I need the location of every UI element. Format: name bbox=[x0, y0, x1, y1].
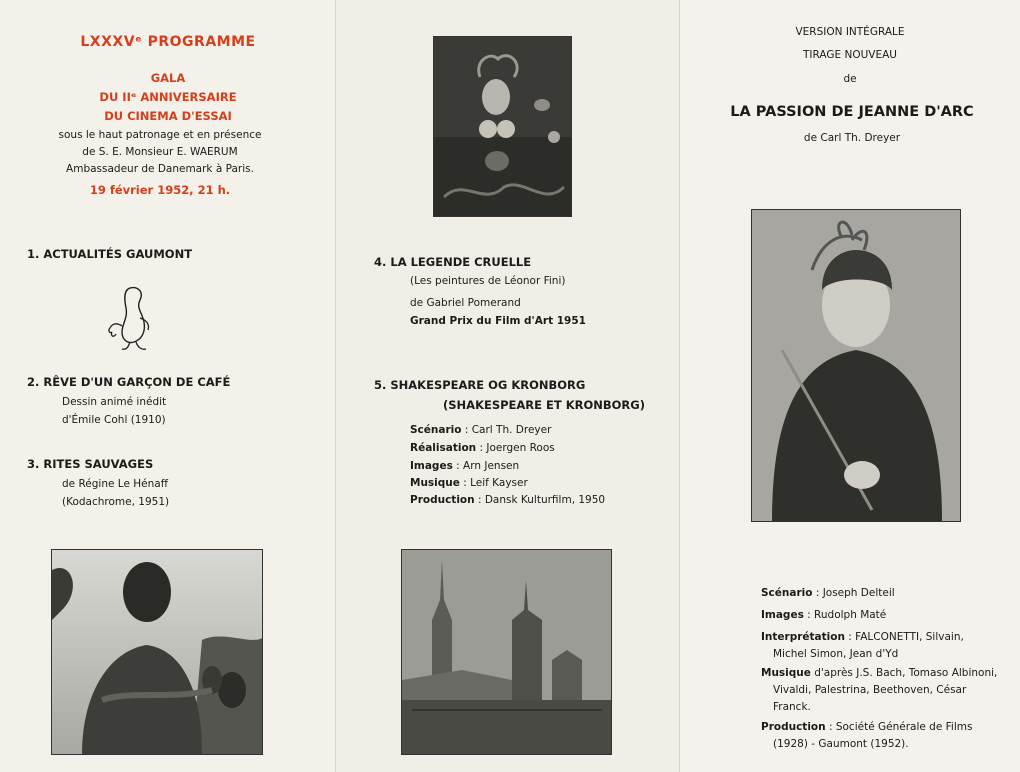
item-4-line-2: de Gabriel Pomerand bbox=[410, 297, 521, 309]
credit-row: Interprétation : FALCONETTI, Silvain, bbox=[761, 631, 964, 643]
credit-row: Musique d'après J.S. Bach, Tomaso Albinoni, bbox=[761, 667, 998, 679]
patronage-line-2: de S. E. Monsieur E. WAERUM bbox=[82, 146, 238, 158]
item-2-title: 2. RÊVE D'UN GARÇON DE CAFÉ bbox=[27, 375, 231, 389]
credit-row: Scénario : Joseph Delteil bbox=[761, 587, 895, 599]
credit-row: Production : Société Générale de Films bbox=[761, 721, 973, 733]
film-director: de Carl Th. Dreyer bbox=[803, 132, 901, 144]
cartoon-figure-icon bbox=[100, 282, 162, 352]
header-line-1: VERSION INTÉGRALE bbox=[795, 26, 905, 38]
panel-right bbox=[680, 0, 1020, 772]
item-4-line-1: (Les peintures de Léonor Fini) bbox=[410, 275, 566, 287]
gala-line-1: GALA bbox=[150, 71, 186, 85]
item-5-title: 5. SHAKESPEARE OG KRONBORG bbox=[374, 378, 586, 392]
credit-continuation: Michel Simon, Jean d'Yd bbox=[773, 648, 899, 660]
credit-row: Réalisation : Joergen Roos bbox=[410, 442, 555, 454]
item-5-subtitle: (SHAKESPEARE ET KRONBORG) bbox=[443, 398, 645, 412]
credit-row: Images : Rudolph Maté bbox=[761, 609, 887, 621]
item-4-prize: Grand Prix du Film d'Art 1951 bbox=[410, 315, 586, 327]
jeanne-darc-photo bbox=[751, 209, 961, 522]
panel-left bbox=[0, 0, 336, 772]
item-2-line-1: Dessin animé inédit bbox=[62, 396, 167, 408]
header-line-3: de bbox=[843, 73, 857, 85]
credit-row: Production : Dansk Kulturfilm, 1950 bbox=[410, 494, 606, 506]
item-1-title: 1. ACTUALITÉS GAUMONT bbox=[27, 247, 193, 261]
film-title: LA PASSION DE JEANNE D'ARC bbox=[730, 104, 974, 120]
gala-line-2: DU IIᵉ ANNIVERSAIRE bbox=[99, 90, 237, 104]
leonor-fini-painting bbox=[433, 36, 572, 217]
patronage-line-3: Ambassadeur de Danemark à Paris. bbox=[66, 163, 254, 175]
credit-row: Images : Arn Jensen bbox=[410, 460, 520, 472]
gala-line-3: DU CINEMA D'ESSAI bbox=[104, 109, 232, 123]
credit-continuation: Vivaldi, Palestrina, Beethoven, César bbox=[773, 684, 967, 696]
item-3-line-2: (Kodachrome, 1951) bbox=[62, 496, 170, 508]
programme-number: LXXXVᵉ PROGRAMME bbox=[80, 34, 256, 50]
credit-continuation: Franck. bbox=[773, 701, 811, 713]
credit-row: Musique : Leif Kayser bbox=[410, 477, 528, 489]
credit-continuation: (1928) - Gaumont (1952). bbox=[773, 738, 909, 750]
patronage-line-1: sous le haut patronage et en présence bbox=[58, 129, 262, 141]
kronborg-castle-photo bbox=[401, 549, 612, 755]
item-2-line-2: d'Émile Cohl (1910) bbox=[62, 414, 166, 426]
credit-row: Scénario : Carl Th. Dreyer bbox=[410, 424, 552, 436]
event-date: 19 février 1952, 21 h. bbox=[89, 183, 231, 197]
item-3-title: 3. RITES SAUVAGES bbox=[27, 457, 154, 471]
item-4-title: 4. LA LEGENDE CRUELLE bbox=[374, 255, 532, 269]
header-line-2: TIRAGE NOUVEAU bbox=[803, 49, 897, 61]
item-3-line-1: de Régine Le Hénaff bbox=[62, 478, 168, 490]
panel-middle bbox=[336, 0, 680, 772]
rites-sauvages-photo bbox=[51, 549, 263, 755]
